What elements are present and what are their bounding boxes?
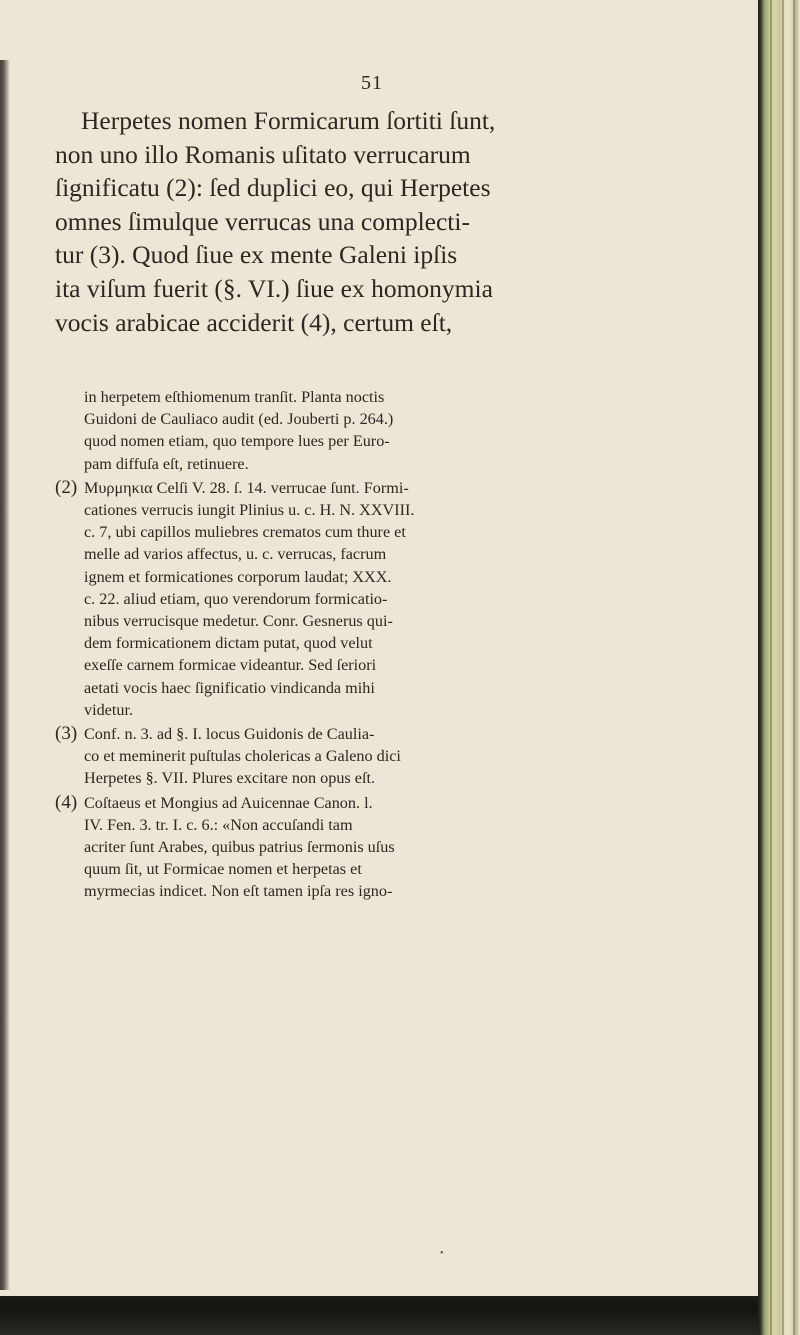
ink-speck: • [440,1248,444,1259]
book-edge [758,0,800,1335]
footnote-line: acriter ſunt Arabes, quibus patrius ſermonis uſus [84,838,395,857]
edge-stripe [793,0,795,1335]
main-line: Herpetes nomen Formicarum ſortiti ſunt, [81,106,496,135]
main-line: tur (3). Quod ſiue ex mente Galeni ipſis [55,240,458,270]
footnote-line: pam diffuſa eſt, retinuere. [84,454,249,473]
footnote-line: myrmecias indicet. Non eſt tamen ipſa res igno- [84,882,393,901]
footnote-line: aetati vocis haec ſignificatio vindicanda mihi [84,678,375,697]
footnote-line: videtur. [84,700,134,719]
main-line: vocis arabicae acciderit (4), certum eſt, [55,307,453,337]
footnote-line: quod nomen etiam, quo tempore lues per Euro- [84,432,390,451]
main-line: ſignificatu (2): ſed duplici eo, qui Herpetes [55,173,491,203]
footnote-line: cationes verrucis iungit Plinius u. c. H. N. XXVIII. [84,501,415,520]
main-line: non uno illo Romanis uſitato verrucarum [55,139,471,169]
footnote-line: dem formicationem dictam putat, quod velut [84,634,373,653]
main-line: omnes ſimulque verrucas una complecti- [55,206,470,236]
edge-stripe [770,0,772,1335]
main-line: ita viſum fuerit (§. VI.) ſiue ex homonymia [55,273,493,303]
footnote-label: (4) [55,791,78,813]
footnote-label: (3) [55,723,78,745]
footnote-line: melle ad varios affectus, u. c. verrucas, facrum [84,545,387,564]
footnote-line: IV. Fen. 3. tr. I. c. 6.: «Non accuſandi tam [84,815,353,834]
footnote-line: ignem et formicationes corporum laudat; XXX. [84,567,392,586]
footnote-4 [55,792,695,903]
footnote-2 [55,477,695,721]
page-gutter-shadow [0,60,10,1290]
footnote-line: in herpetem eſthiomenum tranſit. Planta noctis [84,388,385,406]
footnote-line: nibus verrucisque medetur. Conr. Gesnerus qui- [84,612,393,631]
footnote-line: Conf. n. 3. ad §. I. locus Guidonis de Caulia- [84,725,375,744]
footnote-3 [55,723,695,790]
main-paragraph [55,104,655,339]
footnote-line: Herpetes §. VII. Plures excitare non opus eſt. [84,769,375,788]
page-number: 51 [361,72,383,94]
footnote-line: Μυρμηκια Celſi V. 28. ſ. 14. verrucae ſunt. Formi- [84,478,409,497]
footnote-line: Coſtaeus et Mongius ad Auicennae Canon. l. [84,793,373,812]
footnote-line: Guidoni de Cauliaco audit (ed. Jouberti p. 264.) [84,410,394,429]
footnotes [55,386,695,903]
footnote-label: (2) [55,476,78,498]
scan-bottom-edge [0,1296,758,1335]
edge-stripe [782,0,784,1335]
footnote-line: exeſſe carnem formicae videantur. Sed ſeriori [84,656,377,675]
footnote-line: quum ſit, ut Formicae nomen et herpetas et [84,860,362,879]
footnote-continuation [55,386,695,475]
footnote-line: co et meminerit puſtulas cholericas a Galeno dici [84,747,401,766]
footnote-line: c. 7, ubi capillos muliebres crematos cum thure et [84,523,406,542]
footnote-line: c. 22. aliud etiam, quo verendorum formicatio- [84,589,388,608]
